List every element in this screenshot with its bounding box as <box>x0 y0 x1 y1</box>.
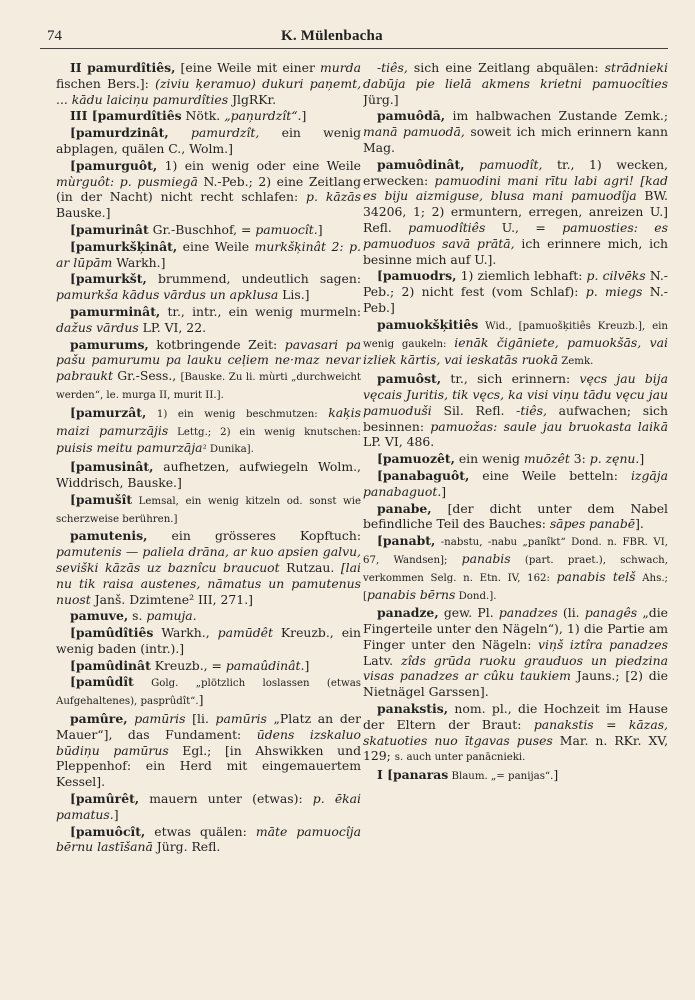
entry-text: Kreuzb., ein wenig baden (intr.).] <box>56 625 361 656</box>
entry-example: pamuožas: saule jau bruokasta laikā <box>430 418 668 434</box>
dictionary-entry <box>56 158 361 221</box>
entry-text: ein wenig abplagen, quälen C., Wolm.] <box>56 125 361 156</box>
dictionary-entry <box>363 108 668 155</box>
entry-example: sāpes panabē <box>549 516 636 532</box>
dictionary-entry <box>56 304 361 336</box>
entry-headword: [pamûrêt, <box>70 791 140 807</box>
entry-text: Latv. <box>363 652 402 668</box>
entry-text: N.-Peb.; 2) nicht fest (vom Schlaf): <box>363 268 668 300</box>
entry-text: N.-Peb.] <box>363 284 668 315</box>
entry-headword: pamuokšķitiês <box>377 316 479 332</box>
entry-text: U., = <box>485 219 563 235</box>
entry-example: kaķis maizi pamurzājis <box>56 404 361 438</box>
entry-note: -nabstu, -nabu „panîkt“ Dond. n. FBR. VI, 67, Wandsen]; <box>363 537 668 566</box>
entry-headword: [pamuozêt, <box>377 451 455 467</box>
entry-text: ] <box>113 806 119 822</box>
entry-headword: pamutenis, <box>70 528 148 544</box>
entry-text: s. <box>128 608 147 624</box>
entry-headword: [panabt, <box>377 533 436 549</box>
entry-example: murkšķinât 2: p. ar lūpām <box>56 238 361 270</box>
entry-example: pavasari pa pašu pamurumu pa lauku ceļiem ne·maz nevar pabraukt <box>56 336 361 384</box>
dictionary-entry <box>56 271 361 303</box>
entry-note: Lemsal, ein wenig kitzeln od. sonst wie scherzweise berühren.] <box>56 495 361 525</box>
entry-text: JlgRKr. <box>228 91 277 107</box>
dictionary-entry <box>363 317 668 370</box>
entry-headword: [pamušît <box>70 491 133 507</box>
entry-headword: [pamurzât, <box>70 404 147 420</box>
entry-text: Mar. n. RKr. XV, 129; <box>363 732 668 764</box>
entry-headword: panakstis, <box>377 701 449 717</box>
entry-example: panakstis <box>533 716 594 732</box>
entry-text: [eine Weile mit einer <box>175 60 320 75</box>
entry-headword: pamûre, <box>70 711 128 727</box>
entry-example: p. cilvēks <box>586 268 646 284</box>
entry-example: p. miegs <box>585 284 643 300</box>
entry-note: Lettg.; 2) ein wenig knutschen: <box>168 426 361 438</box>
entry-note: ² Dunika]. <box>202 444 254 456</box>
dictionary-entry <box>56 239 361 271</box>
entry-headword: [pamûdîtiês <box>70 625 154 641</box>
entry-text: fischen Bers.]: <box>56 75 156 91</box>
dictionary-entry <box>56 125 361 157</box>
entry-example: „paņurdzît“. <box>224 108 302 124</box>
entry-headword: [pamurkšt, <box>70 271 147 287</box>
entry-example: ienāk čigāniete, pamuokšās, vai izliek kārtis, vai ieskatās ruokā <box>363 334 668 368</box>
entry-text: mauern unter (etwas): <box>139 791 313 807</box>
dictionary-entry <box>56 60 361 107</box>
dictionary-entry <box>56 711 361 790</box>
entry-example: pamuosties: es pamuoduos savā prātā, <box>363 219 668 251</box>
entry-example: pamuocît. <box>255 221 318 237</box>
dictionary-entry <box>363 371 668 450</box>
entry-text: = <box>593 716 629 732</box>
dictionary-entry <box>56 608 361 624</box>
entry-headword: [pamusinât, <box>70 459 154 475</box>
entry-example: pamūris <box>215 711 267 727</box>
entry-example: puisis meitu pamurzāja <box>56 440 203 456</box>
dictionary-entry <box>56 108 361 124</box>
entry-text: 1) ein wenig oder eine Weile <box>157 157 361 173</box>
dictionary-entry <box>56 791 361 823</box>
entry-example: vęcs jau bija vęcais Juritis, tik vęcs, ka visi viņu tādu vęcu jau pamuoduši <box>363 371 668 418</box>
entry-example: [lai nu tik raisa austenes, nāmatus un pamutenus nuost <box>56 559 361 607</box>
entry-text: ein grösseres Kopftuch: <box>147 528 361 544</box>
entry-example: pamūdêt <box>217 625 273 641</box>
entry-text: Gr.-Buschhof, = <box>148 221 256 237</box>
entry-example: muōzêt <box>523 451 570 467</box>
entry-note: Blaum. „= panijas“. <box>448 771 554 783</box>
entry-headword: [pamuôcît, <box>70 823 146 839</box>
entry-example: panagês <box>584 605 638 621</box>
entry-text: 3: <box>569 451 590 467</box>
entry-example: pamuodît, <box>464 156 543 172</box>
entry-note: Ahs.; [ <box>363 572 668 602</box>
header-rule <box>40 48 668 49</box>
entry-text: im halbwachen Zustande Zemk.; <box>445 108 668 124</box>
entry-text: tr., 1) wecken, erwecken: <box>363 156 668 188</box>
entry-example: pamuja. <box>146 608 197 624</box>
entry-text: tr., sich erinnern: <box>441 371 580 387</box>
entry-note: [Bauske. Zu li. mùrti „durchweicht werden“, le. murga II, murit II.]. <box>56 372 361 401</box>
entry-example: strādnieki dabūja pie lielā akmens krietni pamuocîties <box>363 60 668 91</box>
entry-text: ] <box>198 692 204 708</box>
entry-note: 1) ein wenig beschmutzen: <box>146 408 329 420</box>
entry-example: manā pamuodā, <box>363 124 465 140</box>
dictionary-entry <box>56 824 361 856</box>
entry-text: Warkh., <box>153 625 218 641</box>
entry-text: [der dicht unter dem Nabel befindliche Teil des Bauches: <box>363 500 668 532</box>
dictionary-entry <box>363 268 668 315</box>
entry-headword: [pamurguôt, <box>70 157 158 173</box>
entry-example: panabis <box>461 550 511 566</box>
entry-example: dažus vārdus <box>56 319 139 335</box>
entry-text: ]. <box>635 516 644 532</box>
entry-example: pamūris <box>127 711 186 727</box>
entry-headword: [pamûdinât <box>70 657 151 673</box>
page-number: 74 <box>47 28 62 44</box>
dictionary-entry <box>363 701 668 766</box>
entry-text: Lis.] <box>278 287 310 303</box>
entry-text: 1) ziemlich lebhaft: <box>456 268 587 284</box>
entry-text: ] <box>553 767 559 783</box>
dictionary-entry <box>56 222 361 238</box>
entry-example: -tiês, <box>516 402 547 418</box>
entry-headword: [panabaguôt, <box>377 467 470 483</box>
entry-note: Golg. „plötzlich loslassen (etwas Aufgehaltenes), pasprûdît“. <box>56 678 361 708</box>
entry-text: nom. pl., die Hochzeit im Hause der Eltern der Braut: <box>363 701 668 732</box>
entry-text: [li. <box>185 711 216 727</box>
entry-headword: panabe, <box>377 500 432 516</box>
entry-text: Rutzau. <box>279 559 341 575</box>
dictionary-entry <box>363 451 668 467</box>
entry-text: sich eine Zeitlang abquälen: <box>407 60 605 75</box>
dictionary-entry <box>56 658 361 674</box>
entry-example: pamaûdinât. <box>225 657 305 673</box>
entry-headword: [pamurkšķinât, <box>70 238 178 254</box>
entry-note: Zemk. <box>557 356 594 368</box>
entry-headword: [pamuodrs, <box>377 268 457 284</box>
running-title: K. Mülenbacha <box>281 28 383 44</box>
entry-note: Wid., [pamuošķitiês Kreuzb.], ein wenig gaukeln: <box>363 320 668 350</box>
entry-headword: pamuôdinât, <box>377 156 465 172</box>
left-column <box>56 60 361 998</box>
entry-headword: II pamurdîtiês, <box>70 60 176 75</box>
entry-text: eine Weile betteln: <box>469 467 631 483</box>
entry-example: izgāja panabaguot. <box>363 467 668 499</box>
dictionary-entry <box>56 459 361 491</box>
entry-example: p. kāzās <box>306 189 361 205</box>
entry-headword: pamuve, <box>70 608 129 624</box>
entry-example: panabis telš <box>556 568 636 584</box>
entry-text: gew. Pl. <box>438 605 499 621</box>
entry-text: Gr.-Sess., <box>113 368 181 384</box>
entry-example: zîds grūda ruoku grauduos un piedzina visas panadzes ar cûku taukiem <box>363 652 668 684</box>
entry-example: p. zęnu. <box>589 451 640 467</box>
entry-text: ] <box>441 483 447 499</box>
entry-text: tr., intr., ein wenig murmeln: <box>160 303 361 319</box>
entry-example: pamuodini mani rītu labi agri! [kad es biju aizmiguse, blusa mani pamuodîja <box>363 172 668 204</box>
entry-text: Jauns.; [2) die Nietnägel Garssen]. <box>363 668 668 700</box>
entry-text: soweit ich mich erinnern kann Mag. <box>363 124 668 155</box>
entry-text: Bauske.] <box>56 205 111 221</box>
entry-text: (li. <box>557 605 585 621</box>
entry-headword: [pamûdît <box>70 674 134 690</box>
entry-text: Sil. Refl. <box>431 402 517 418</box>
entry-example: pamurdzît, <box>168 125 260 141</box>
entry-text: LP. VI, 486. <box>363 434 435 450</box>
entry-headword: pamuôst, <box>377 371 442 387</box>
entry-text: ein wenig <box>454 451 524 467</box>
entry-text: Egl.; [in Ahswikken und Pleppenhof: ein Herd mit eingemauertem Kessel]. <box>56 742 361 790</box>
entry-text: Janš. Dzimtene² III, 271.] <box>90 591 253 607</box>
entry-text: ] <box>304 657 310 673</box>
entry-headword: panadze, <box>377 605 439 621</box>
dictionary-entry <box>363 533 668 604</box>
entry-example: mùrguôt: p. pusmiegā <box>56 173 198 189</box>
entry-text: LP. VI, 22. <box>138 319 207 335</box>
entry-headword: pamurums, <box>70 336 149 352</box>
entry-example: māte pamuocîja bērnu lastīšanā <box>56 823 361 855</box>
entry-headword: I [panaras <box>377 767 449 783</box>
entry-note: Dond.]. <box>455 590 497 602</box>
entry-example: -tiês, <box>377 60 408 75</box>
entry-headword: III [pamurdîtiês <box>70 108 182 124</box>
entry-headword: pamurminât, <box>70 303 161 319</box>
entry-example: pamutenis — paliela drāna, ar kuo apsien galvu, seviški kāzās uz baznîcu braucuot <box>56 544 361 575</box>
entry-text: N.-Peb.; 2) eine Zeitlang (in der Nacht) nicht recht schlafen: <box>56 173 361 205</box>
dictionary-entry <box>56 674 361 710</box>
entry-example: pamurkša kādus vārdus un apklusa <box>56 287 279 303</box>
dictionary-entry <box>56 492 361 528</box>
entry-text: BW. 34206, 1; 2) ermuntern, erregen, anreizen U.] Refl. <box>363 188 668 235</box>
right-column <box>363 60 668 998</box>
entry-example: p. ēkai pamatus. <box>56 791 361 822</box>
entry-note: (part. praet.), schwach, verkommen Selg. n. Etn. IV, 162: <box>363 554 668 584</box>
dictionary-entry <box>363 605 668 700</box>
dictionary-entry <box>56 528 361 607</box>
entry-headword: [pamurinât <box>70 221 149 237</box>
entry-text: Kreuzb., = <box>150 657 226 673</box>
entry-text: ] <box>301 108 307 124</box>
entry-text: „Platz an der Mauer“], das Fundament: <box>56 711 361 742</box>
entry-headword: [pamurdzinât, <box>70 125 169 141</box>
entry-text: ] <box>317 221 323 237</box>
entry-text: Nötk. <box>181 108 225 124</box>
entry-example: murda <box>320 60 361 75</box>
entry-example: panadzes <box>498 605 558 621</box>
entry-text: Warkh.] <box>112 254 166 270</box>
entry-text: ] <box>639 451 645 467</box>
entry-text: Jürg.] <box>363 91 399 107</box>
entry-text: kotbringende Zeit: <box>148 336 285 352</box>
entry-text: Jürg. Refl. <box>152 839 221 855</box>
entry-example: ūdens izskaluo būdiņu pamūrus <box>56 726 361 758</box>
entry-text: aufwachen; sich besinnen: <box>363 402 668 434</box>
entry-text: etwas quälen: <box>145 823 256 839</box>
entry-example: viņš iztîra panadzes <box>538 636 668 652</box>
dictionary-entry <box>56 337 361 404</box>
entry-text: brummend, undeutlich sagen: <box>146 271 361 287</box>
entry-note: s. auch unter panācnieki. <box>394 752 526 764</box>
dictionary-entry <box>363 157 668 268</box>
entry-text: aufhetzen, aufwiegeln Wolm., Widdrisch, Bauske.] <box>56 459 361 490</box>
dictionary-entry <box>56 625 361 657</box>
entry-example: kāzas, skatuoties nuo ītgavas puses <box>363 716 668 748</box>
dictionary-entry <box>363 767 668 785</box>
entry-headword: pamuôdā, <box>377 108 446 124</box>
entry-text: eine Weile <box>177 238 255 254</box>
dictionary-entry <box>363 60 668 107</box>
dictionary-entry <box>363 468 668 500</box>
entry-text: „die Fingerteile unter den Nägeln“), 1) die Partie am Finger unter den Nägeln: <box>363 605 668 652</box>
dictionary-entry <box>56 405 361 458</box>
dictionary-entry <box>363 501 668 533</box>
entry-example: pamuodîtiês <box>408 219 486 235</box>
entry-example: panabis bērns <box>366 586 456 602</box>
entry-text: ich erinnere mich, ich besinne mich auf U.]. <box>363 235 668 267</box>
entry-example: (ziviu ķeramuo) dukuri paņemt, ... kādu laiciņu pamurdîties <box>56 75 361 107</box>
